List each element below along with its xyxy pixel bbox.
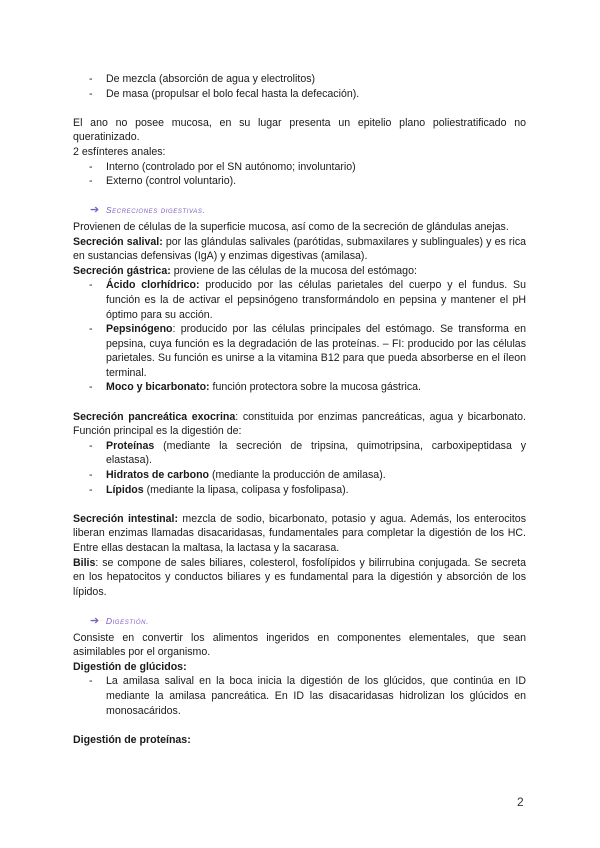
intestino-movements-list <box>73 72 526 101</box>
digestion-intro: Consiste en convertir los alimentos ingeridos en componentes elementales, que sean asimilables por el organismo. <box>73 631 526 659</box>
intestinal-label: Secreción intestinal: <box>73 512 179 525</box>
salival-text: por las glándulas salivales (parótidas, submaxilares y sublinguales) y es rica en sustancias defensivas (IgA) y enzimas digestivas (amilasa). <box>73 235 527 263</box>
esfinteres-list <box>73 160 526 189</box>
proteinas-title-text: Digestión de proteínas: <box>73 733 191 746</box>
list-item <box>73 468 526 483</box>
arrow-right-icon: ➔ <box>90 204 100 217</box>
list-item: - De mezcla (absorción de agua y electrolitos) <box>73 72 526 87</box>
item-text: (mediante la producción de amilasa). <box>209 469 386 482</box>
list-item: - De masa (propulsar el bolo fecal hasta la defecación). <box>73 87 526 102</box>
item-text: función protectora sobre la mucosa gástrica. <box>209 381 421 394</box>
list-item <box>73 278 526 322</box>
list-item: - Interno (controlado por el SN autónomo; involuntario) <box>73 160 526 175</box>
item-text: : producido por las células principales del estómago. Se transforma en pepsina, cuya función es la degradación de las proteínas. – FI: producido por las células parietales. Su función es unirse a la vitamina B12 para que pueda absorberse en el íleon terminal. <box>106 323 526 379</box>
list-item <box>73 322 526 380</box>
page-number: 2 <box>517 795 524 809</box>
gastrica-paragraph <box>73 264 526 279</box>
secreciones-intro: Provienen de células de la superficie mucosa, así como de la secreción de glándulas anejas. <box>73 220 509 233</box>
gastrica-text: proviene de las células de la mucosa del estómago: <box>170 264 417 277</box>
item-label: Pepsinógeno <box>106 323 173 336</box>
glucidos-title <box>73 660 526 675</box>
list-item <box>73 439 526 468</box>
item-label: Ácido clorhídrico: <box>106 279 200 292</box>
salival-label: Secreción salival: <box>73 235 163 248</box>
list-item: - La amilasa salival en la boca inicia la digestión de los glúcidos, que continúa en ID mediante la amilasa pancreática. En ID las disacaridasas hidrolizan los glúcidos en monosacáridos. <box>73 674 526 718</box>
intestinal-text: mezcla de sodio, bicarbonato, potasio y agua. Además, los enterocitos liberan enzimas llamadas disacaridasas, fundamentales para completar la digestión de los HC. Entre ellas destacan la maltasa, la lactasa y la sacarasa. <box>73 512 526 554</box>
section-heading-secreciones <box>73 203 526 218</box>
pancreatica-text: : constituida por enzimas pancreáticas, agua y bicarbonato. Función principal es la digestión de: <box>73 410 526 438</box>
item-text: producido por las células parietales del cuerpo y el fundus. Su función es la de activar el pepsinógeno transformándolo en pepsina y mantener el pH óptimo para su acción. <box>106 279 526 321</box>
bilis-paragraph <box>73 556 526 600</box>
esfinteres-title: 2 esfínteres anales: <box>73 145 166 158</box>
glucidos-list <box>73 674 526 718</box>
item-label: Hidratos de carbono <box>106 469 210 482</box>
item-text: (mediante la lipasa, colipasa y fosfolipasa). <box>143 483 349 496</box>
section-title: Secreciones digestivas. <box>105 205 206 216</box>
document-page <box>73 72 526 747</box>
pancreatica-label: Secreción pancreática exocrina <box>73 410 236 423</box>
salival-paragraph <box>73 235 526 264</box>
glucidos-title-text: Digestión de glúcidos: <box>73 660 187 673</box>
arrow-right-icon: ➔ <box>90 614 100 627</box>
gastrica-label: Secreción gástrica: <box>73 264 171 277</box>
item-label: Lípidos <box>106 483 144 496</box>
intestinal-paragraph <box>73 512 526 556</box>
item-label: Proteínas <box>106 439 155 452</box>
pancreatica-list <box>73 439 526 497</box>
list-item <box>73 483 526 498</box>
item-label: Moco y bicarbonato: <box>106 381 210 394</box>
pancreatica-paragraph <box>73 410 526 439</box>
gastrica-list <box>73 278 526 395</box>
list-item: - Externo (control voluntario). <box>73 174 526 189</box>
item-text: (mediante la secreción de tripsina, quimotripsina, carboxipeptidasa y elastasa). <box>106 439 526 467</box>
ano-paragraph: El ano no posee mucosa, en su lugar presenta un epitelio plano poliestratificado no queratinizado. <box>73 116 526 144</box>
list-item <box>73 380 526 395</box>
bilis-text: : se compone de sales biliares, colesterol, fosfolípidos y bilirrubina conjugada. Se secreta en los hepatocitos y conductos biliares y es fundamental para la digestión y absorción de los lípidos. <box>73 556 526 598</box>
section-heading-digestion <box>73 614 526 629</box>
bilis-label: Bilis <box>73 556 96 569</box>
section-title: Digestión. <box>105 615 150 626</box>
proteinas-title <box>73 733 526 748</box>
